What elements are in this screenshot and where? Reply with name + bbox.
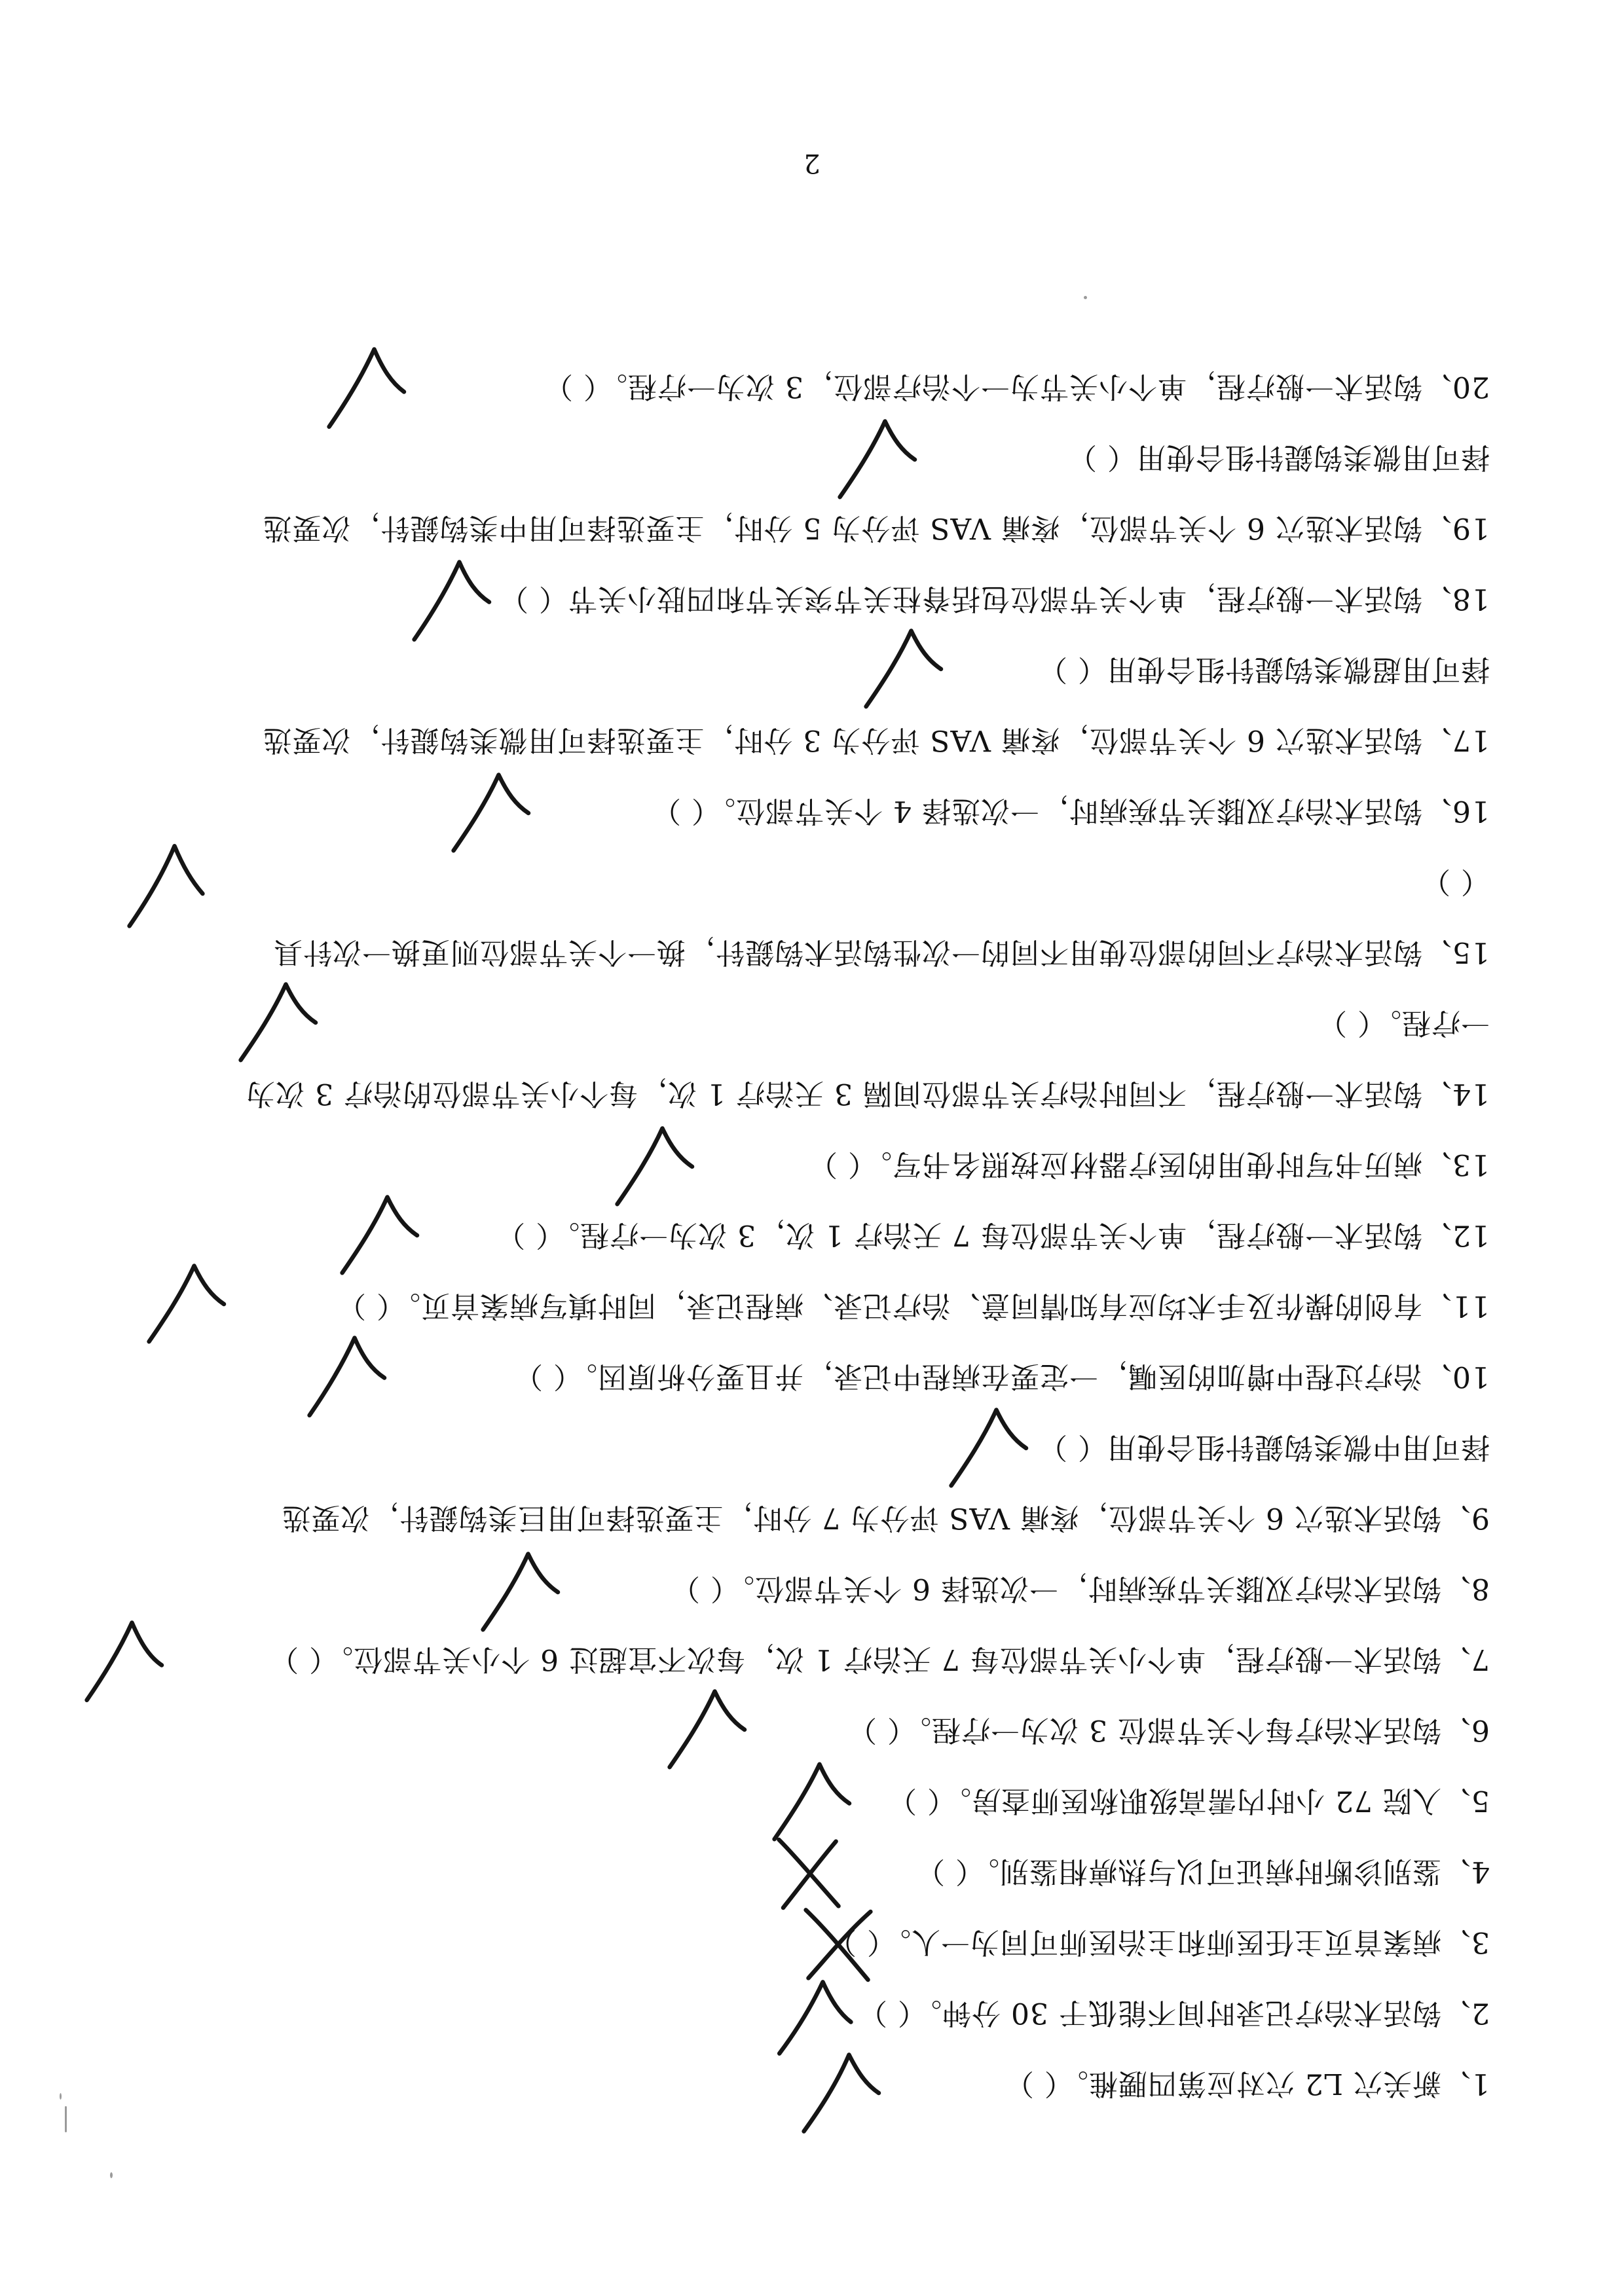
question-16: 16、钩活术治疗双膝关节疾病时，一次选择 4 个关节部位。（ ） xyxy=(652,794,1490,828)
question-6: 6、钩活术治疗每个关节部位 3 次为一疗程。（ ） xyxy=(847,1713,1490,1747)
question-14: 14、钩活术一般疗程，不同时治疗关节部位间隔 3 天治疗 1 次，每个小关节部位的治疗 3 次为 xyxy=(246,1077,1490,1110)
check-mark-icon xyxy=(802,2050,887,2136)
question-8: 8、钩活术治疗双膝关节疾病时，一次选择 6 个关节部位。（ ） xyxy=(671,1572,1490,1605)
question-9-cont: 择可用中微类钩鍉针组合使用（ ） xyxy=(1038,1430,1490,1464)
question-4: 4、鉴别诊断时病证可以与热痹相鉴别。（ ） xyxy=(915,1855,1490,1888)
question-11: 11、有创的操作及手术均应有知情同意、治疗记录、病程记录，同时填写病案首页。（ ） xyxy=(337,1289,1490,1322)
check-mark-icon xyxy=(773,1759,858,1844)
question-19-cont: 择可用微类钩鍉针组合使用（ ） xyxy=(1067,441,1490,474)
question-19: 19、钩活术选穴 6 个关节部位，疼痛 VAS 评分为 5 分时，主要选择可用中类钩鍉针，次要选 xyxy=(262,511,1490,545)
question-1: 1、新关穴 L2 穴对应第四腰椎。（ ） xyxy=(1004,2067,1490,2100)
question-14-cont: 一疗程。（ ） xyxy=(1318,1006,1490,1040)
question-15-cont: （ ） xyxy=(1421,865,1490,898)
question-15: 15、钩活术治疗不同的部位使用不同的一次性钩活术钩鍉针，换一个关节部位则更换一次针具 xyxy=(273,936,1490,969)
check-mark-icon xyxy=(616,1124,701,1209)
scan-speck xyxy=(65,2106,67,2132)
check-mark-icon xyxy=(85,1618,170,1704)
check-mark-icon xyxy=(128,843,213,928)
check-mark-icon xyxy=(413,558,498,643)
question-10: 10、治疗过程中增加的医嘱，一定要在病程中记录，并且要分析原因。（ ） xyxy=(513,1360,1490,1393)
check-mark-icon xyxy=(668,1687,753,1772)
question-5: 5、入院 72 小时内需高级职称医师查房。（ ） xyxy=(887,1784,1490,1817)
scan-speck xyxy=(110,2172,113,2178)
question-20: 20、钩活术一般疗程，单个小关节为一个治疗部位，3 次为一疗程。（ ） xyxy=(544,370,1490,403)
check-mark-icon xyxy=(308,1334,393,1419)
check-mark-icon xyxy=(838,417,923,502)
question-7: 7、钩活术一般疗程，单个小关节部位每 7 天治疗 1 次，每次不宜超过 6 个小关节部位。（ ） xyxy=(269,1643,1490,1676)
check-mark-icon xyxy=(341,1193,426,1278)
scan-speck xyxy=(1084,296,1087,299)
question-12: 12、钩活术一般疗程，单个关节部位每 7 天治疗 1 次，3 次为一疗程。（ ） xyxy=(496,1218,1490,1252)
check-mark-icon xyxy=(481,1550,566,1635)
check-mark-icon xyxy=(864,627,950,712)
question-13: 13、病历书写时使用的医疗器材应按照名书写。（ ） xyxy=(808,1148,1490,1181)
check-mark-icon xyxy=(239,980,324,1065)
question-3: 3、病案首页主任医师和主治医师可同为一人。（ ） xyxy=(827,1925,1490,1959)
check-mark-icon xyxy=(147,1262,232,1347)
question-17: 17、钩活术选穴 6 个关节部位，疼痛 VAS 评分为 3 分时，主要选择可用微类钩鍉针，次要选 xyxy=(262,723,1490,757)
question-2: 2、钩活术治疗记录时间不能低于 30 分钟。（ ） xyxy=(858,1996,1490,2030)
page-number: 2 xyxy=(803,148,821,178)
question-18: 18、钩活术一般疗程，单个关节部位包括脊柱关节突关节和四肢小关节（ ） xyxy=(499,582,1490,615)
question-9: 9、钩活术选穴 6 个关节部位，疼痛 VAS 评分为 7 分时，主要选择可用巨类钩鍉针，次要选 xyxy=(281,1501,1490,1535)
check-mark-icon xyxy=(950,1406,1035,1491)
check-mark-icon xyxy=(452,771,537,856)
scan-speck xyxy=(60,2093,62,2100)
check-mark-icon xyxy=(327,345,413,430)
question-17-cont: 择可用超微类钩鍉针组合使用（ ） xyxy=(1038,653,1490,686)
